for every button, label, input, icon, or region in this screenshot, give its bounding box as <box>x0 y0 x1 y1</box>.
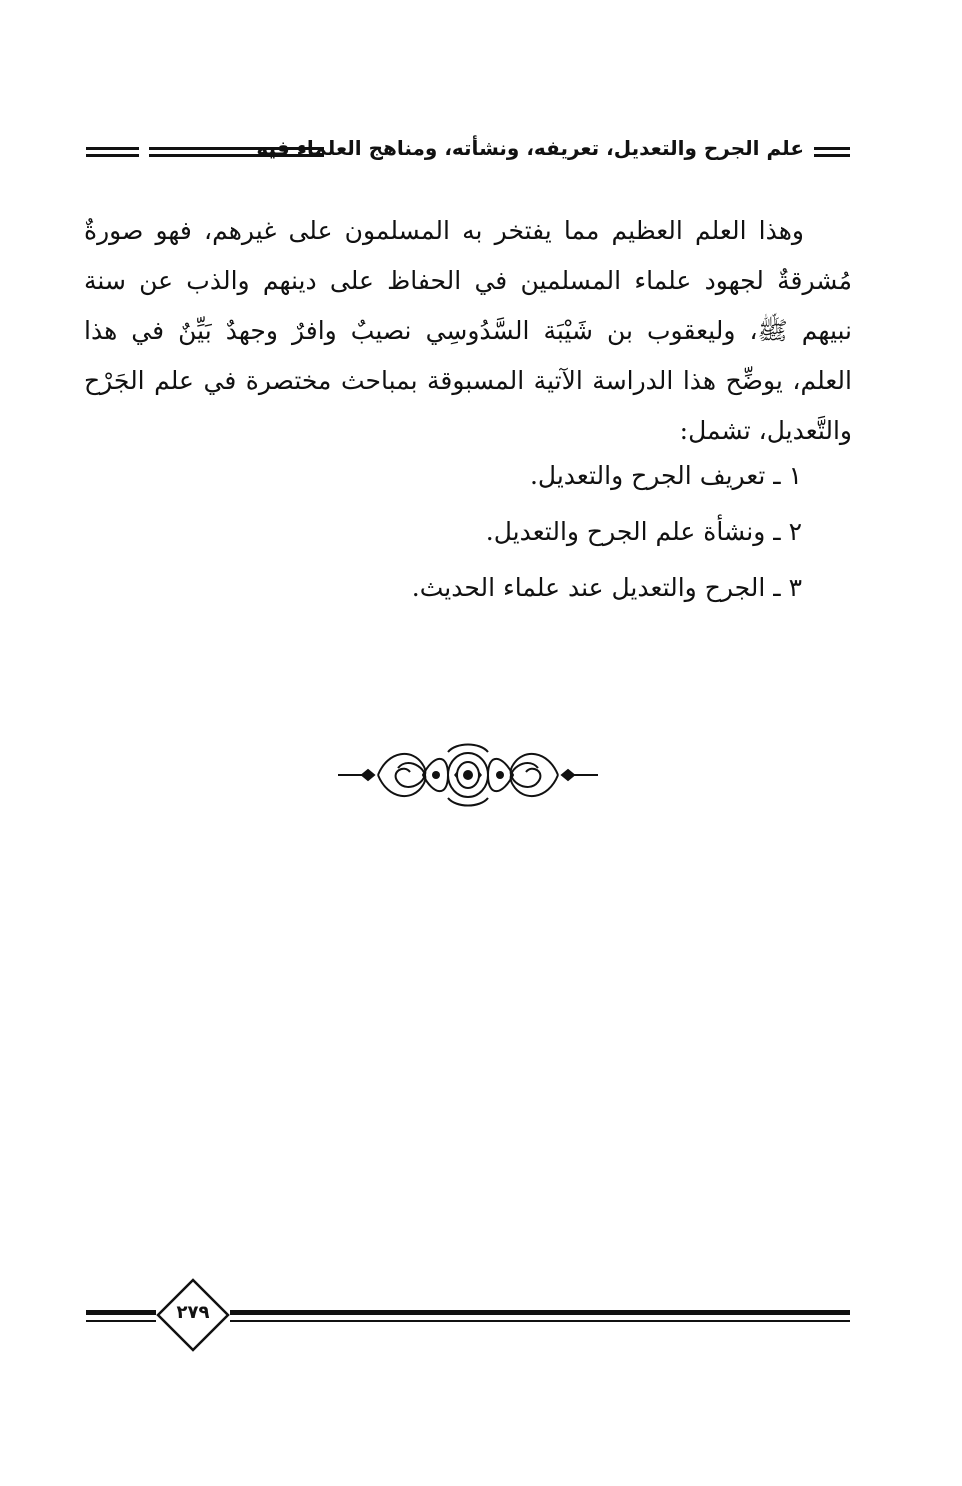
footer-rule-thin-right <box>230 1320 850 1322</box>
body-paragraph-block <box>84 206 852 456</box>
page-number: ٢٧٩ <box>176 1302 210 1323</box>
list-item: ١ ـ تعريف الجرح والتعديل. <box>529 461 802 490</box>
footer-rule-thick-right <box>230 1310 850 1315</box>
list-item: ٢ ـ ونشأة علم الجرح والتعديل. <box>485 517 802 546</box>
decorative-ornament-icon <box>338 740 598 810</box>
footer-rule-thin-left <box>86 1320 156 1322</box>
footer-rule-thick-left <box>86 1310 156 1315</box>
header-rule-right <box>814 147 850 157</box>
topics-list <box>282 448 802 616</box>
body-paragraph: وهذا العلم العظيم مما يفتخر به المسلمون على غيرهم، فهو صورةٌ مُشرقةٌ لجهود علماء المسلمين في الحفاظ على دينهم والذب عن سنة نبيهم ﷺ، وليعقوب بن شَيْبَة السَّدُوسِي نصيبٌ وافرٌ وجهدٌ بَيِّنٌ في هذا العلم، يوضِّح هذا الدراسة الآتية المسبوقة بمباحث مختصرة في علم الجَرْح والتَّعديل، تشمل: <box>84 216 852 445</box>
list-item: ٣ ـ الجرح والتعديل عند علماء الحديث. <box>411 573 802 602</box>
running-header <box>86 134 850 174</box>
page-footer <box>86 1272 850 1362</box>
running-header-title: علم الجرح والتعديل، تعريفه، ونشأته، ومناهج العلماء فيه <box>256 136 804 160</box>
header-rule-left <box>86 147 139 157</box>
